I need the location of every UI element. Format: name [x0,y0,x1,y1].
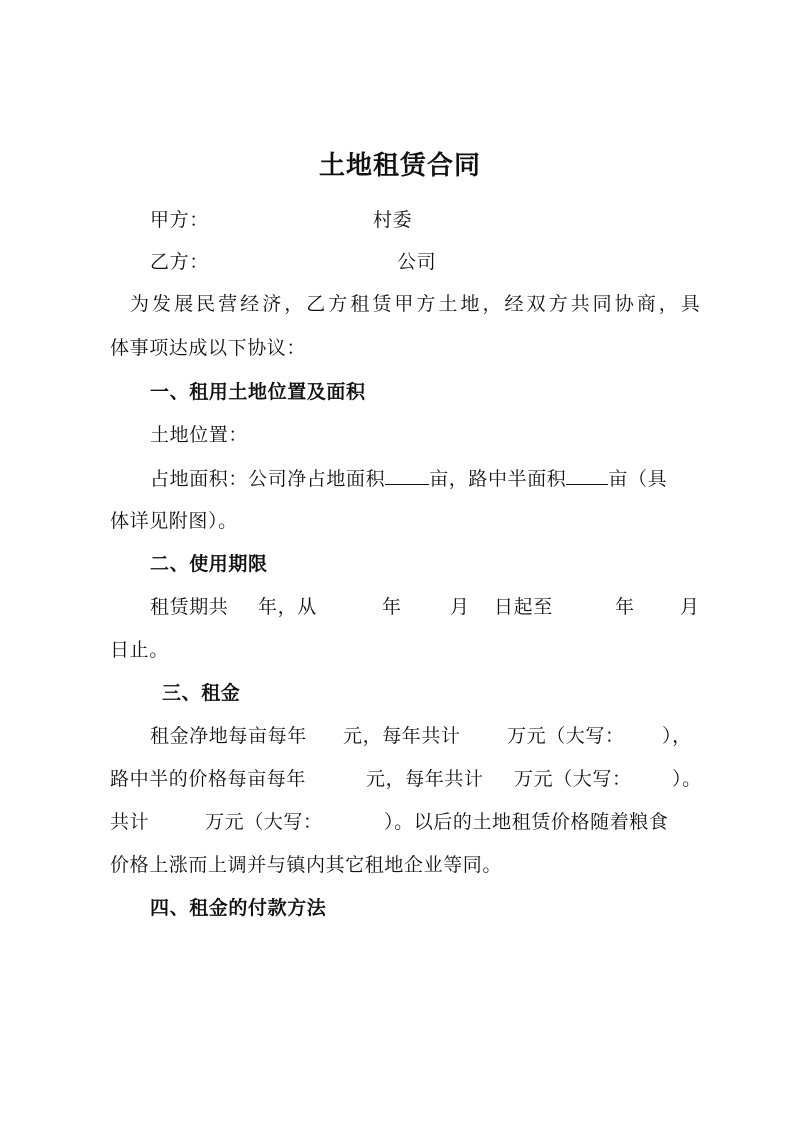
lease-term-part-4: 月 [450,596,470,618]
party-b-value: 公司 [397,251,437,273]
lease-term-part-1: 租赁期共 [150,596,229,618]
rent-line-2-c: 万元（大写： [514,768,632,790]
rent-line-1-d: ）， [662,725,692,747]
rent-line-2-a: 路中半的价格每亩每年 [110,768,307,790]
section-4-heading: 四、租金的付款方法 [150,897,327,919]
rent-line-3-a: 共计 [110,811,150,833]
rent-line-1-b: 元，每年共计 [343,725,461,747]
lease-term-part-5: 日起至 [494,596,553,618]
rent-line-3-c: ）。以后的土地租赁价格随着粮食 [384,811,669,833]
land-area-line-1: 占地面积：公司净占地面积 亩，路中半面积 亩（具 [150,468,668,490]
rent-line-2-b: 元，每年共计 [366,768,484,790]
area-blank-1 [385,466,429,485]
lease-term-part-6: 年 [615,596,635,618]
party-b-label: 乙方： [150,251,209,273]
section-3-heading: 三、租金 [162,682,241,704]
area-blank-2 [566,466,608,485]
lease-term-line-2: 日止。 [110,639,169,661]
lease-term-part-2: 年，从 [258,596,317,618]
page-title: 土地租赁合同 [318,151,481,181]
rent-line-3-b: 万元（大写： [205,811,323,833]
rent-line-1-a: 租金净地每亩每年 [150,725,307,747]
rent-line-1-c: 万元（大写： [507,725,625,747]
section-2-heading: 二、使用期限 [150,553,268,575]
land-area-line-2: 体详见附图）。 [110,510,238,532]
intro-line-1: 为 发 展 民 营 经 济 ， 乙 方 租 赁 甲 方 土 地 ， 经 双 方 共 同 协 商 ， 具 [130,293,700,315]
party-a-value: 村委 [373,209,413,231]
lease-term-part-3: 年 [382,596,402,618]
section-1-heading: 一、租用土地位置及面积 [150,381,366,403]
rent-line-2-d: ）。 [672,768,702,790]
lease-term-part-7: 月 [680,596,700,618]
land-location-label: 土地位置： [150,424,249,446]
intro-line-2: 体事项达成以下协议： [110,337,307,359]
rent-line-4: 价格上涨而上调并与镇内其它租地企业等同。 [110,854,503,876]
party-a-label: 甲方： [150,209,209,231]
